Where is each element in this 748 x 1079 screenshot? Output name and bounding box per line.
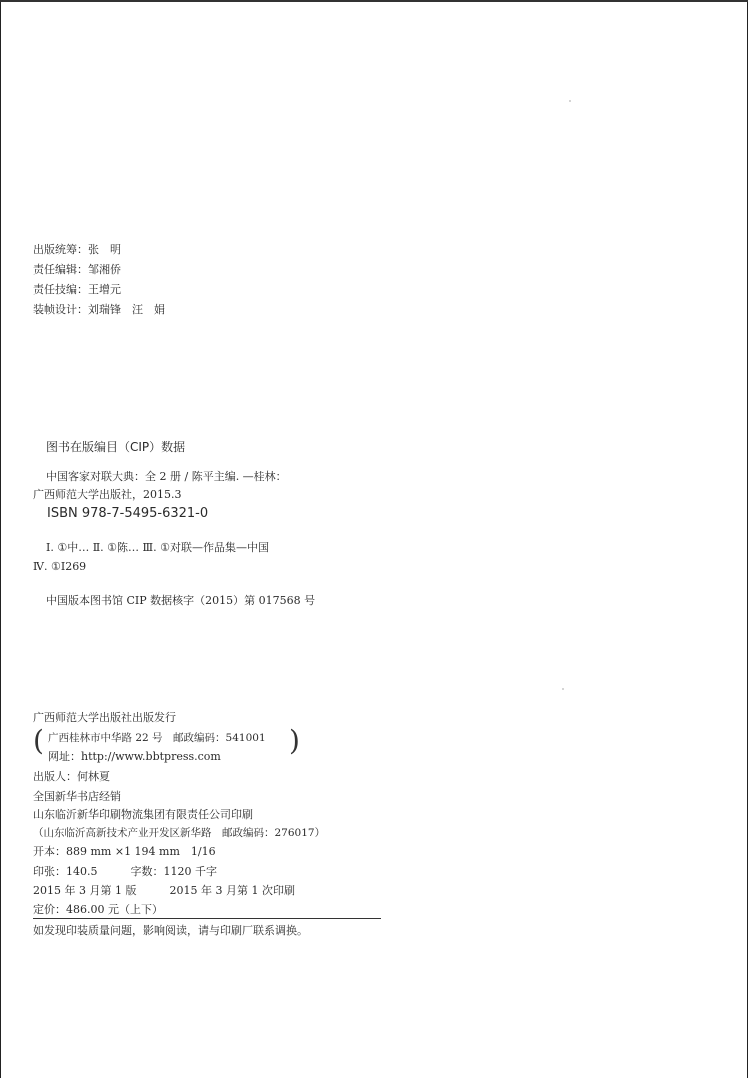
- cip-classification-line: Ⅰ. ①中… Ⅱ. ①陈… Ⅲ. ①对联—作品集—中国: [46, 541, 269, 554]
- scan-speck: [569, 100, 571, 102]
- quality-notice: 如发现印装质量问题，影响阅读，请与印刷厂联系调换。: [33, 924, 308, 937]
- credit-technical-editor: [33, 283, 121, 297]
- printer: 山东临沂新华印刷物流集团有限责任公司印刷: [33, 808, 253, 821]
- left-bracket: (: [33, 724, 44, 757]
- credit-publishing-coordinator: [33, 243, 121, 257]
- credit-value: 王增元: [88, 283, 121, 296]
- top-edge: [0, 0, 748, 2]
- credit-label: 责任编辑：: [33, 263, 88, 276]
- scan-speck: [562, 688, 564, 690]
- cip-classification-line-2: Ⅳ. ①I269: [33, 560, 87, 573]
- distributor: 全国新华书店经销: [33, 790, 121, 803]
- cip-isbn: ISBN 978-7-5495-6321-0: [47, 506, 209, 521]
- publisher-person: 出版人：何林夏: [33, 770, 110, 783]
- right-bracket: ): [289, 724, 300, 757]
- book-format: 开本：889 mm ×1 194 mm 1/16: [33, 845, 216, 858]
- sheets-and-word-count: 印张：140.5 字数：1120 千字: [33, 865, 217, 878]
- credit-label: 装帧设计：: [33, 303, 88, 316]
- divider-rule: [33, 918, 381, 919]
- credit-label: 出版统筹：: [33, 243, 88, 256]
- credit-value: 张 明: [88, 243, 121, 256]
- publisher-address: 广西桂林市中华路 22 号 邮政编码：541001: [48, 732, 266, 744]
- publisher-website: 网址：http://www.bbtpress.com: [48, 750, 221, 763]
- credit-value: 刘瑞锋 汪 娟: [88, 303, 165, 316]
- credit-label: 责任技编：: [33, 283, 88, 296]
- publisher-name: 广西师范大学出版社出版发行: [33, 711, 176, 724]
- printer-address: （山东临沂高新技术产业开发区新华路 邮政编码：276017）: [33, 827, 326, 839]
- edition-and-printing: 2015 年 3 月第 1 版 2015 年 3 月第 1 次印刷: [33, 884, 295, 897]
- cip-record-note: 中国版本图书馆 CIP 数据核字（2015）第 017568 号: [46, 594, 316, 607]
- cip-heading: 图书在版编目（CIP）数据: [46, 440, 186, 454]
- cip-title-line: 中国客家对联大典：全 2 册 / 陈平主编. —桂林：: [46, 470, 287, 483]
- credit-value: 邹湘侨: [88, 263, 121, 276]
- price: 定价：486.00 元（上下）: [33, 903, 163, 916]
- credit-responsible-editor: [33, 263, 121, 277]
- cip-publisher-line: 广西师范大学出版社，2015.3: [33, 488, 182, 501]
- credit-binding-design: [33, 303, 165, 317]
